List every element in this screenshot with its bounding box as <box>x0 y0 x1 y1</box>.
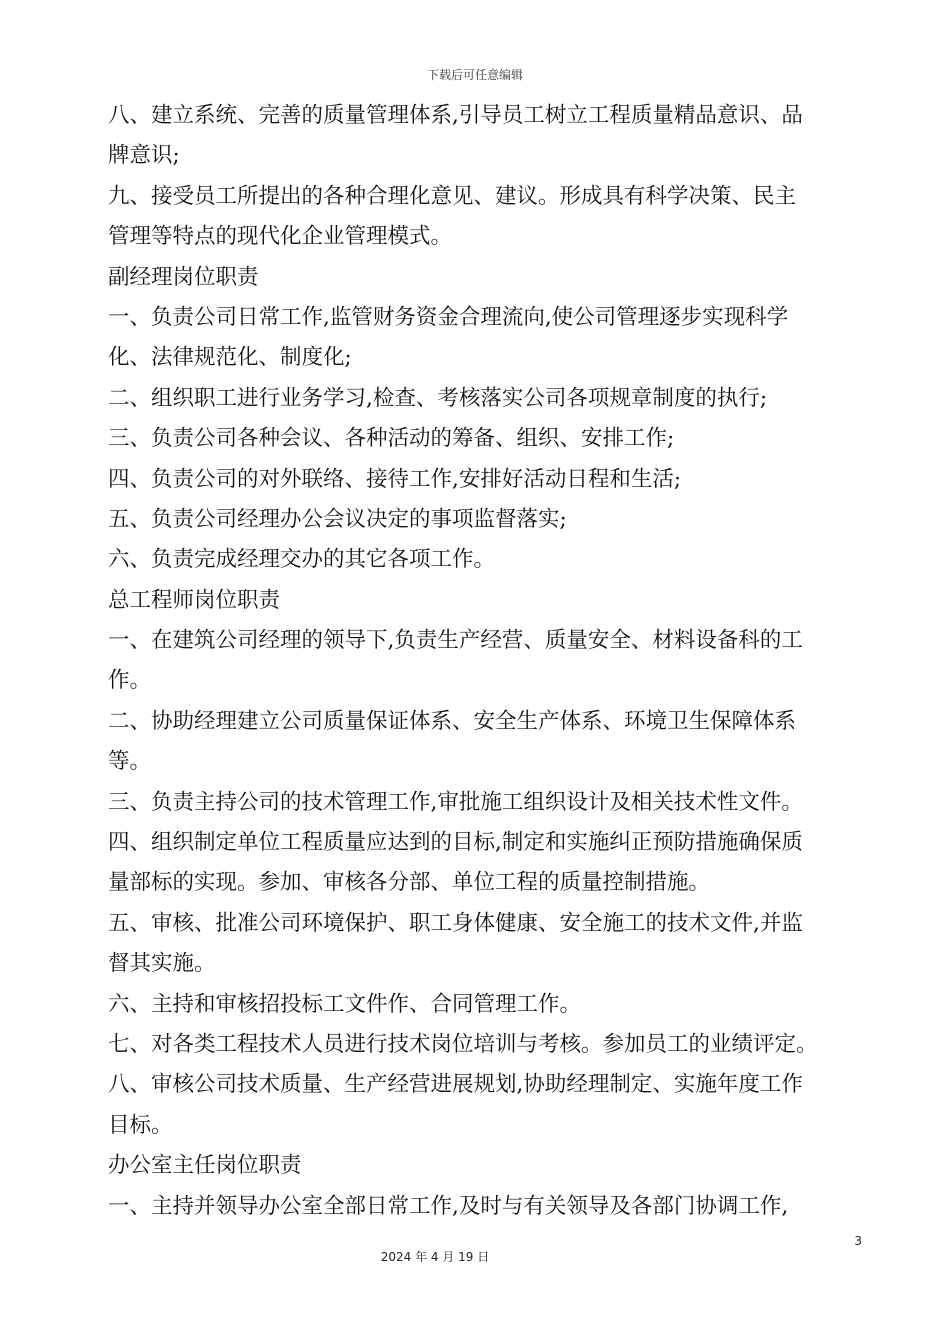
text-line: 三、负责主持公司的技术管理工作,审批施工组织设计及相关技术性文件。 <box>108 789 803 815</box>
text-line: 一、负责公司日常工作,监管财务资金合理流向,使公司管理逐步实现科学 <box>108 304 789 330</box>
text-line: 作。 <box>108 668 152 694</box>
text-line: 六、主持和审核招投标工文件作、合同管理工作。 <box>108 991 582 1017</box>
text-line: 目标。 <box>108 1112 173 1138</box>
text-line: 督其实施。 <box>108 951 216 977</box>
text-line: 四、负责公司的对外联络、接待工作,安排好活动日程和生活; <box>108 466 682 492</box>
text-line: 牌意识; <box>108 143 180 169</box>
text-line: 二、协助经理建立公司质量保证体系、安全生产体系、环境卫生保障体系 <box>108 708 797 734</box>
document-body <box>108 96 864 1227</box>
page-number: 3 <box>854 1234 862 1248</box>
text-line: 一、主持并领导办公室全部日常工作,及时与有关领导及各部门协调工作, <box>108 1193 789 1219</box>
text-line: 等。 <box>108 749 152 775</box>
text-line: 五、负责公司经理办公会议决定的事项监督落实; <box>108 506 567 532</box>
text-line: 八、建立系统、完善的质量管理体系,引导员工树立工程质量精品意识、品 <box>108 103 803 128</box>
text-line: 管理等特点的现代化企业管理模式。 <box>108 224 453 250</box>
text-line: 八、审核公司技术质量、生产经营进展规划,协助经理制定、实施年度工作 <box>108 1072 803 1098</box>
text-line: 七、对各类工程技术人员进行技术岗位培训与考核。参加员工的业绩评定。 <box>108 1031 818 1057</box>
text-line: 三、负责公司各种会议、各种活动的筹备、组织、安排工作; <box>108 426 675 452</box>
text-line: 总工程师岗位职责 <box>108 587 281 613</box>
text-line: 办公室主任岗位职责 <box>108 1153 302 1179</box>
text-line: 九、接受员工所提出的各种合理化意见、建议。形成具有科学决策、民主 <box>108 183 797 209</box>
text-line: 五、审核、批准公司环境保护、职工身体健康、安全施工的技术文件,并监 <box>108 910 803 936</box>
page-header: 下载后可任意编辑 <box>426 68 523 82</box>
text-line: 一、在建筑公司经理的领导下,负责生产经营、质量安全、材料设备科的工 <box>108 628 803 654</box>
text-line: 四、组织制定单位工程质量应达到的目标,制定和实施纠正预防措施确保质 <box>108 830 803 856</box>
text-line: 六、负责完成经理交办的其它各项工作。 <box>108 547 496 573</box>
text-line: 化、法律规范化、制度化; <box>108 345 352 371</box>
text-line: 副经理岗位职责 <box>108 264 259 290</box>
text-line: 量部标的实现。参加、审核各分部、单位工程的质量控制措施。 <box>108 870 711 896</box>
footer-date: 2024 年 4 月 19 日 <box>380 1250 490 1264</box>
text-line: 二、组织职工进行业务学习,检查、考核落实公司各项规章制度的执行; <box>108 385 768 411</box>
